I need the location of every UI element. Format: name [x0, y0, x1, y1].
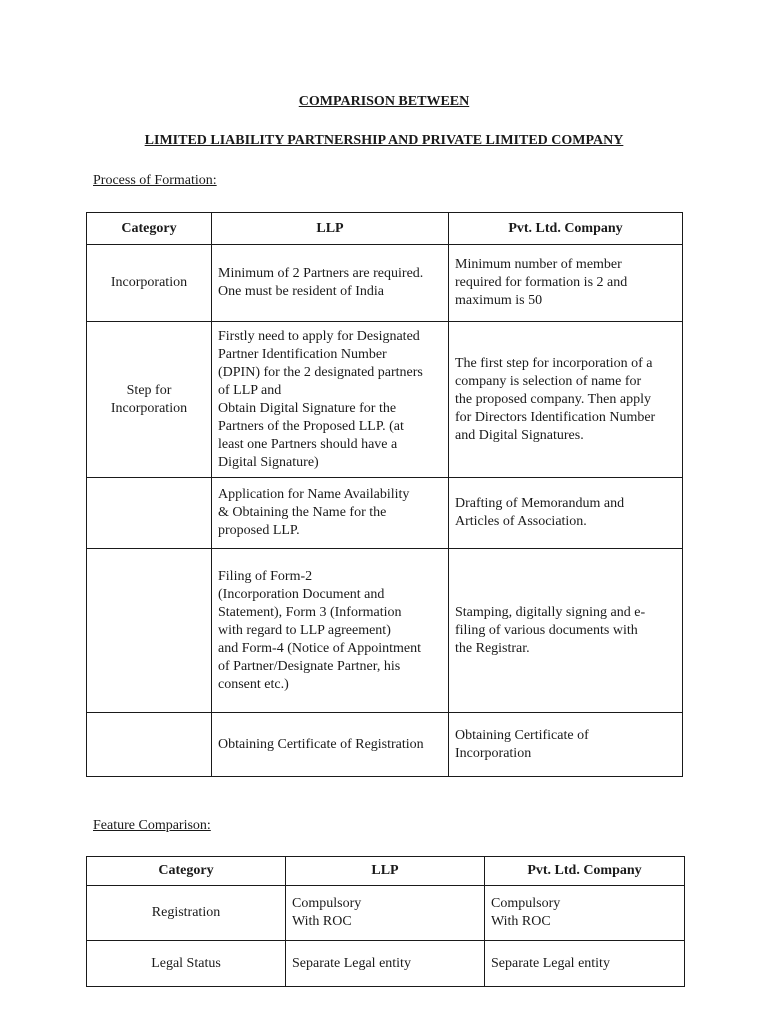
- cell-line: Compulsory: [491, 896, 561, 911]
- cell-line: Step for: [126, 382, 172, 398]
- row-llp-cell: [212, 478, 449, 549]
- cell-line: and Digital Signatures.: [455, 427, 584, 443]
- row-category: [87, 322, 212, 478]
- cell-line: Obtain Digital Signature for the: [218, 400, 397, 416]
- row-llp-cell: [212, 245, 449, 322]
- features-table: [86, 856, 685, 987]
- cell-line: Application for Name Availability: [218, 487, 410, 502]
- row-llp-cell: [212, 549, 449, 713]
- row-category: [87, 713, 212, 777]
- row-llp-cell: [212, 713, 449, 777]
- cell-line: The first step for incorporation of a: [455, 355, 653, 371]
- cell-line: (DPIN) for the 2 designated partners: [218, 364, 423, 380]
- cell-line: Firstly need to apply for Designated: [218, 328, 420, 344]
- cell-line: Drafting of Memorandum and: [455, 496, 625, 511]
- cell-line: Filing of Form-2: [218, 568, 313, 584]
- row-llp-cell: [286, 886, 485, 941]
- cell-line: proposed LLP.: [218, 523, 300, 538]
- cell-line: Partners of the Proposed LLP. (at: [218, 418, 404, 434]
- formation-section-label: Process of Formation:: [93, 173, 217, 188]
- cell-line: One must be resident of India: [218, 284, 385, 299]
- cell-line: Minimum number of member: [455, 257, 622, 272]
- formation-header-row: [87, 213, 683, 245]
- cell-line: and Form-4 (Notice of Appointment: [218, 640, 421, 656]
- cell-line: least one Partners should have a: [218, 436, 398, 452]
- cell-line: Separate Legal entity: [491, 955, 610, 971]
- row-company-cell: [449, 245, 683, 322]
- cell-line: Obtaining Certificate of: [455, 727, 589, 743]
- features-header-row: [87, 857, 685, 886]
- row-category: Legal Status: [87, 941, 286, 987]
- row-company-cell: [449, 478, 683, 549]
- cell-line: Statement), Form 3 (Information: [218, 604, 402, 620]
- cell-line: Digital Signature): [218, 454, 319, 470]
- cell-line: Obtaining Certificate of Registration: [218, 736, 424, 752]
- header-llp: LLP: [212, 213, 449, 245]
- cell-line: of LLP and: [218, 382, 282, 398]
- header-company: Pvt. Ltd. Company: [449, 213, 683, 245]
- formation-table: [86, 212, 683, 777]
- cell-line: with regard to LLP agreement): [218, 622, 391, 638]
- cell-line: Separate Legal entity: [292, 955, 411, 971]
- row-category: [87, 549, 212, 713]
- table-row: [87, 886, 685, 941]
- cell-line: the proposed company. Then apply: [455, 391, 651, 407]
- cell-line: With ROC: [292, 914, 352, 929]
- cell-line: company is selection of name for: [455, 373, 642, 389]
- row-company-cell: [449, 713, 683, 777]
- row-llp-cell: [286, 941, 485, 987]
- cell-line: & Obtaining the Name for the: [218, 505, 387, 520]
- features-section-label: Feature Comparison:: [93, 818, 211, 833]
- table-row: [87, 713, 683, 777]
- cell-line: required for formation is 2 and: [455, 275, 628, 290]
- header-category: Category: [87, 213, 212, 245]
- row-category: Incorporation: [87, 245, 212, 322]
- row-company-cell: [449, 322, 683, 478]
- header-company: Pvt. Ltd. Company: [485, 857, 685, 886]
- cell-line: Stamping, digitally signing and e-: [455, 604, 646, 620]
- row-company-cell: [485, 941, 685, 987]
- cell-line: Incorporation: [455, 745, 532, 761]
- row-category: [87, 478, 212, 549]
- row-llp-cell: [212, 322, 449, 478]
- row-company-cell: [485, 886, 685, 941]
- cell-line: Partner Identification Number: [218, 346, 387, 362]
- cell-line: consent etc.): [218, 676, 289, 692]
- table-row: [87, 245, 683, 322]
- row-category: Registration: [87, 886, 286, 941]
- table-row: [87, 478, 683, 549]
- cell-line: Articles of Association.: [455, 514, 587, 529]
- document-subtitle: LIMITED LIABILITY PARTNERSHIP AND PRIVATE LIMITED COMPANY: [144, 133, 624, 148]
- table-row: [87, 941, 685, 987]
- cell-line: Incorporation: [110, 400, 188, 416]
- cell-line: the Registrar.: [455, 640, 530, 656]
- cell-line: filing of various documents with: [455, 622, 638, 638]
- cell-line: of Partner/Designate Partner, his: [218, 658, 401, 674]
- cell-line: With ROC: [491, 914, 551, 929]
- cell-line: (Incorporation Document and: [218, 586, 385, 602]
- table-row: [87, 549, 683, 713]
- cell-line: Compulsory: [292, 896, 362, 911]
- row-company-cell: [449, 549, 683, 713]
- cell-line: for Directors Identification Number: [455, 409, 656, 425]
- document-title: COMPARISON BETWEEN: [298, 94, 470, 109]
- cell-line: maximum is 50: [455, 293, 543, 308]
- cell-line: Minimum of 2 Partners are required.: [218, 266, 424, 281]
- header-category: Category: [87, 857, 286, 886]
- table-row: [87, 322, 683, 478]
- header-llp: LLP: [286, 857, 485, 886]
